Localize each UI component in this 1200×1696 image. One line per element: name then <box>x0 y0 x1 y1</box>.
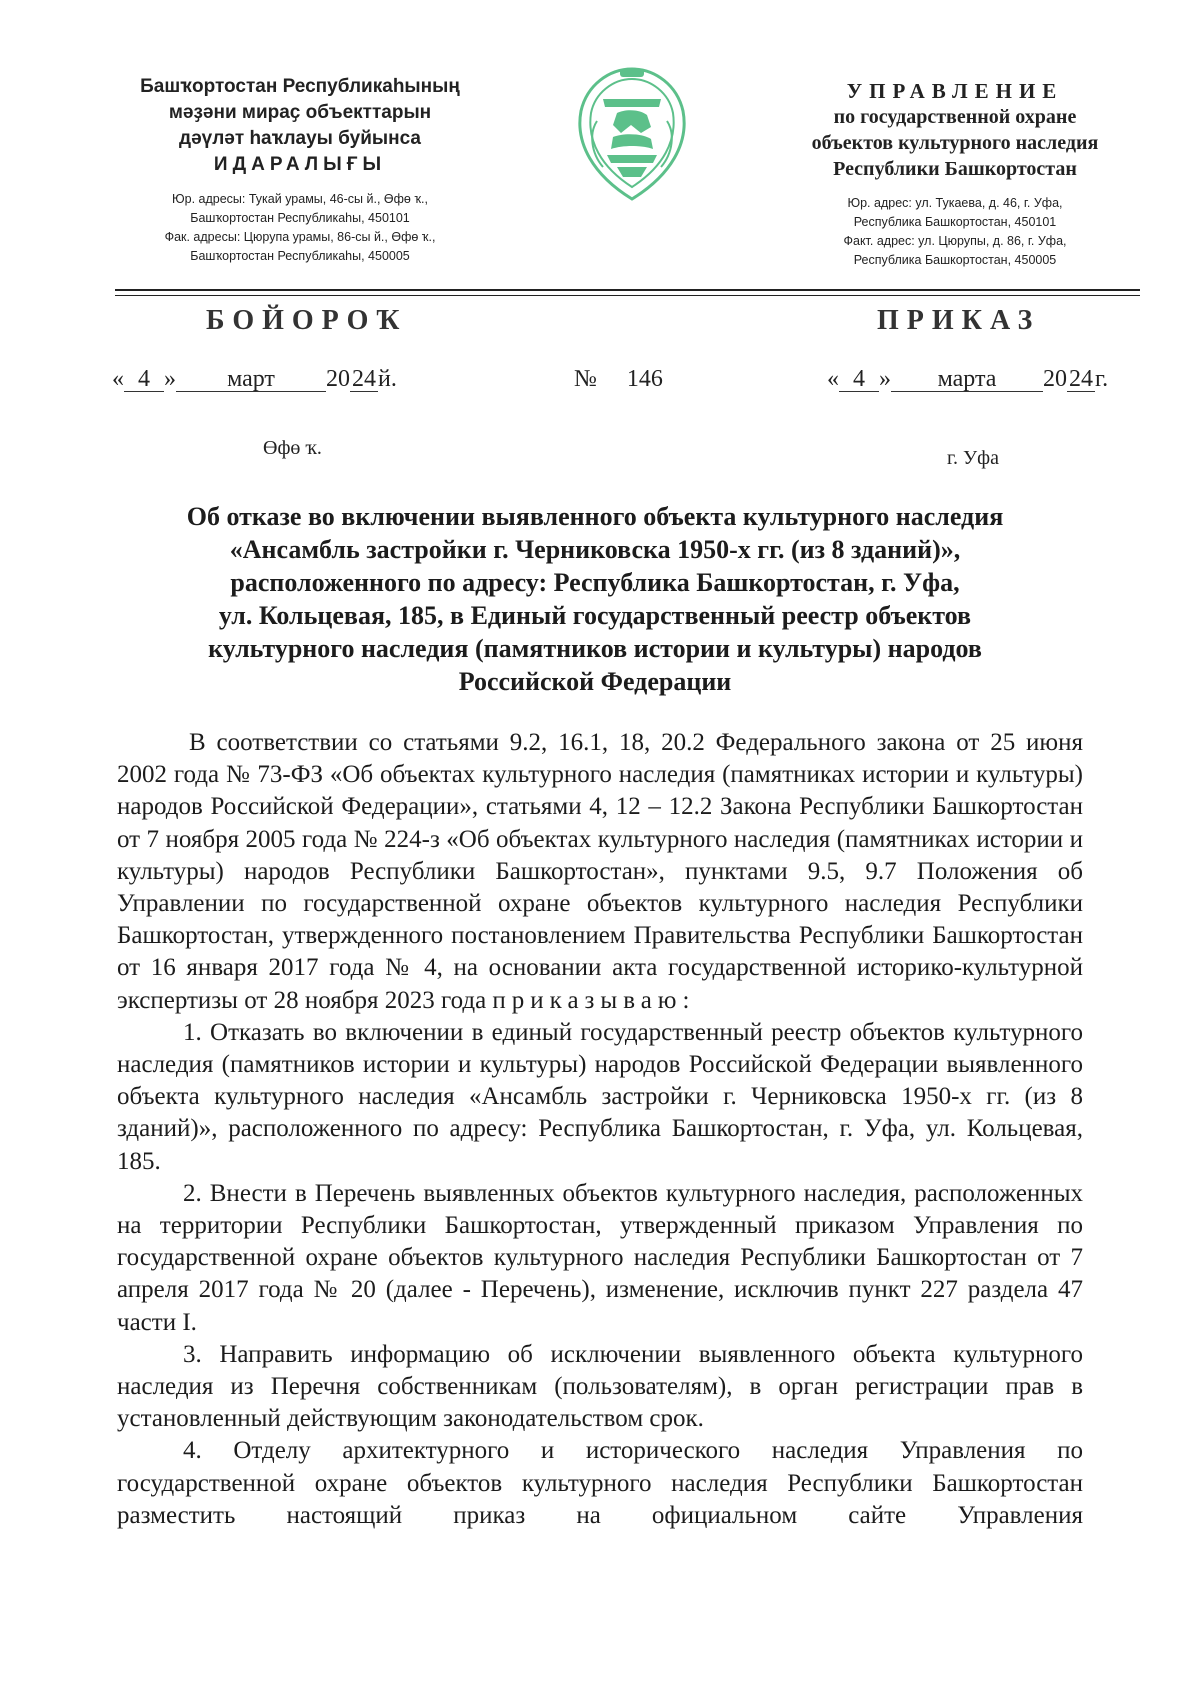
title-line: «Ансамбль застройки г. Черниковска 1950-х гг. (из 8 зданий)», <box>229 535 961 564</box>
date-year: 24 <box>1069 366 1093 392</box>
org-name-line: ИДАРАЛЫҒЫ <box>213 154 387 175</box>
address-line: Юр. адрес: ул. Тукаева, д. 46, г. Уфа, <box>847 196 1063 210</box>
org-name-line: мәҙәни мираҫ объекттарын <box>168 102 432 123</box>
header-divider <box>115 289 1140 291</box>
address-line: Республика Башкортостан, 450005 <box>853 253 1057 267</box>
date-quote: « <box>112 366 124 392</box>
date-russian <box>827 366 1108 393</box>
title-line: Российской Федерации <box>458 667 732 696</box>
date-year-prefix: 20 <box>1043 366 1067 392</box>
date-suffix: й. <box>378 366 397 392</box>
city-bashkir: Өфө ҡ. <box>263 437 322 459</box>
number-sign: № <box>574 366 597 392</box>
order-item-2: 2. Внести в Перечень выявленных объектов культурного наследия, расположенных на территории Республики Башкортостан, утвержденный приказом Управления по государственной охране объектов культурного наследия Республики Башкортостан от 7 апреля 2017 года № 20 (далее - Перечень), изменение, исключив пункт 227 раздела 47 части I. <box>117 1179 1083 1336</box>
date-quote: « <box>827 366 839 392</box>
header-left-org <box>115 74 485 266</box>
header-left-address <box>115 190 485 266</box>
title-line: Об отказе во включении выявленного объекта культурного наследия <box>186 502 1004 531</box>
org-name-line: УПРАВЛЕНИЕ <box>846 79 1064 103</box>
address-line: Фак. адресы: Цюрупа урамы, 86-сы й., Өфө ҡ., <box>164 230 436 244</box>
org-name-line: Башҡортостан Республикаһының <box>140 76 460 97</box>
address-line: Башҡортостан Республикаһы, 450101 <box>190 211 410 225</box>
document-title <box>115 500 1075 698</box>
date-quote: » <box>164 366 176 392</box>
address-line: Республика Башкортостан, 450101 <box>853 215 1057 229</box>
org-name-line: дәүләт һаҡлауы буйынса <box>179 128 421 149</box>
doctype-bashkir: БОЙОРОҠ <box>206 305 408 336</box>
header-right-org <box>770 78 1140 270</box>
date-day: 4 <box>124 367 164 392</box>
intro-text: В соответствии со статьями 9.2, 16.1, 18, 20.2 Федерального закона от 25 июня 2002 года № 73-ФЗ «Об объектах культурного наследия (памятниках истории и культуры) народов Российской Федерации», статьями 4, 12 – 12.2 Закона Республики Башкортостан от 7 ноября 2005 года № 224-з «Об объектах культурного наследия (памятниках истории и культуры) народов Республики Башкортостан», пунктами 9.5, 9.7 Положения об Управлении по государственной охране объектов культурного наследия Республики Башкортостан, утвержденного постановлением Правительства Республики Башкортостан от 16 января 2017 года № 4, на основании акта государственной историко-культурной экспертизы от 28 ноября 2023 года <box>117 729 1083 1014</box>
document-body <box>117 727 1083 1532</box>
number-value: 146 <box>626 366 663 392</box>
address-line: Юр. адресы: Тукай урамы, 46-сы й., Өфө ҡ., <box>172 192 428 206</box>
title-line: культурного наследия (памятников истории и культуры) народов <box>208 634 982 663</box>
address-line: Башҡортостан Республикаһы, 450005 <box>190 249 410 263</box>
date-quote: » <box>879 366 891 392</box>
header-divider <box>115 295 1140 296</box>
order-item-3: 3. Направить информацию об исключении выявленного объекта культурного наследия из Перечня собственникам (пользователям), в орган регистрации прав в установленный действующим законодательством срок. <box>117 1340 1083 1433</box>
date-day: 4 <box>839 367 879 392</box>
date-year: 24 <box>352 366 376 392</box>
order-item-1: 1. Отказать во включении в единый государственный реестр объектов культурного наследия (памятников истории и культуры) народов Российской Федерации выявленного объекта культурного наследия «Ансамбль застройки г. Черниковска 1950-х гг. (из 8 зданий)», расположенного по адресу: Республика Башкортостан, г. Уфа, ул. Кольцевая, 185. <box>117 1018 1083 1175</box>
org-name-line: по государственной охране <box>833 106 1077 128</box>
date-bashkir <box>112 366 397 393</box>
order-number <box>574 366 663 393</box>
org-name-line: Республики Башкортостан <box>833 158 1077 180</box>
title-line: расположенного по адресу: Республика Башкортостан, г. Уфа, <box>230 568 960 597</box>
city-russian: г. Уфа <box>947 447 999 469</box>
doctype-russian: ПРИКАЗ <box>877 305 1041 336</box>
address-line: Факт. адрес: ул. Цюрупы, д. 86, г. Уфа, <box>843 234 1067 248</box>
intro-paragraph <box>117 727 1083 1017</box>
date-month: марта <box>891 367 1043 392</box>
date-year-prefix: 20 <box>326 366 350 392</box>
order-word: приказываю: <box>492 986 696 1014</box>
order-item-4: 4. Отделу архитектурного и исторического наследия Управления по государственной охране объектов культурного наследия Республики Башкортостан разместить настоящий приказ на официальном сайте Управления <box>117 1437 1083 1529</box>
date-suffix: г. <box>1095 366 1109 392</box>
org-name-line: объектов культурного наследия <box>811 132 1099 154</box>
bashkortostan-coat-of-arms-icon <box>567 63 697 205</box>
title-line: ул. Кольцевая, 185, в Единый государственный реестр объектов <box>218 601 972 630</box>
date-month: март <box>176 367 326 392</box>
header-right-address <box>770 194 1140 270</box>
